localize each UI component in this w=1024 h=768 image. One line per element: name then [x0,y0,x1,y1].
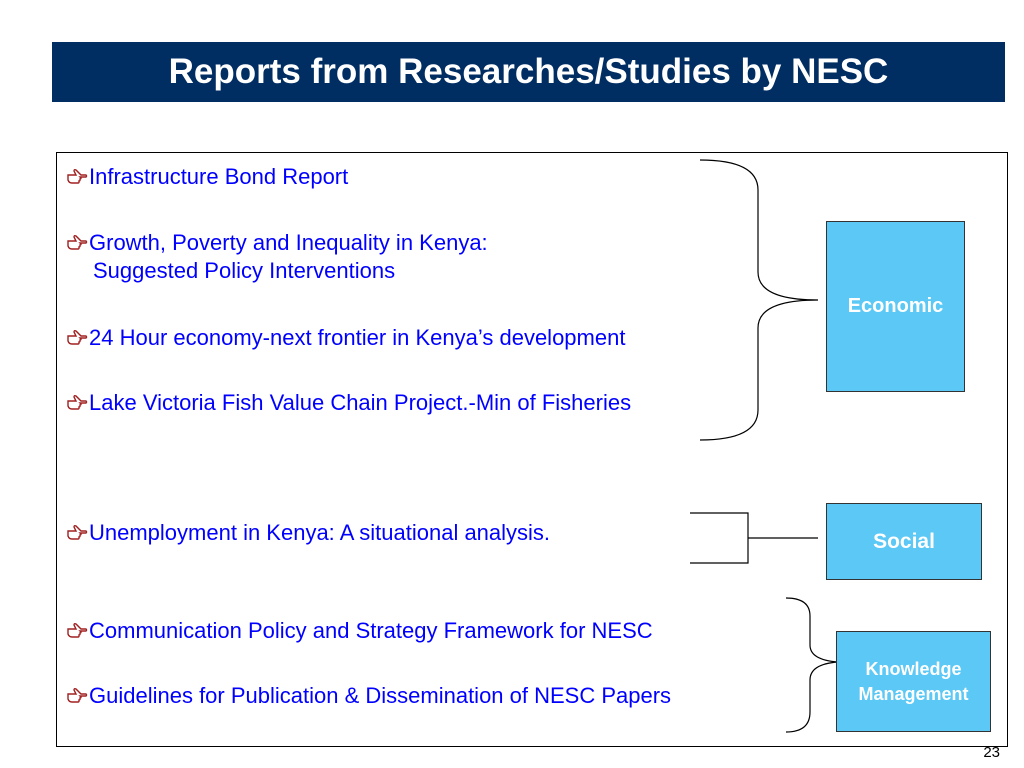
category-social-label: Social [873,529,935,553]
category-knowledge-management [836,631,991,732]
economic-brace [700,160,818,440]
category-knowledge-label-line1: Knowledge [865,658,962,679]
page-number: 23 [983,744,1000,761]
report-item-text: Communication Policy and Strategy Framework for NESC [89,618,653,643]
report-item-text: Unemployment in Kenya: A situational analysis. [89,520,551,545]
report-item-subtext: Suggested Policy Interventions [93,258,396,283]
knowledge-brace [786,598,838,732]
category-economic-label: Economic [847,295,944,317]
category-economic [826,221,965,392]
report-item-text: 24 Hour economy-next frontier in Kenya’s development [89,325,626,350]
report-item-text: Infrastructure Bond Report [89,164,349,189]
slide-title: Reports from Researches/Studies by NESC [52,42,1005,102]
social-brace [690,513,818,563]
report-item-text: Guidelines for Publication & Dissemination of NESC Papers [89,683,672,708]
category-knowledge-label-line2: Management [858,683,969,704]
category-social [826,503,982,580]
report-item-text: Lake Victoria Fish Value Chain Project.-Min of Fisheries [89,390,632,415]
report-item-text: Growth, Poverty and Inequality in Kenya: [89,230,488,255]
